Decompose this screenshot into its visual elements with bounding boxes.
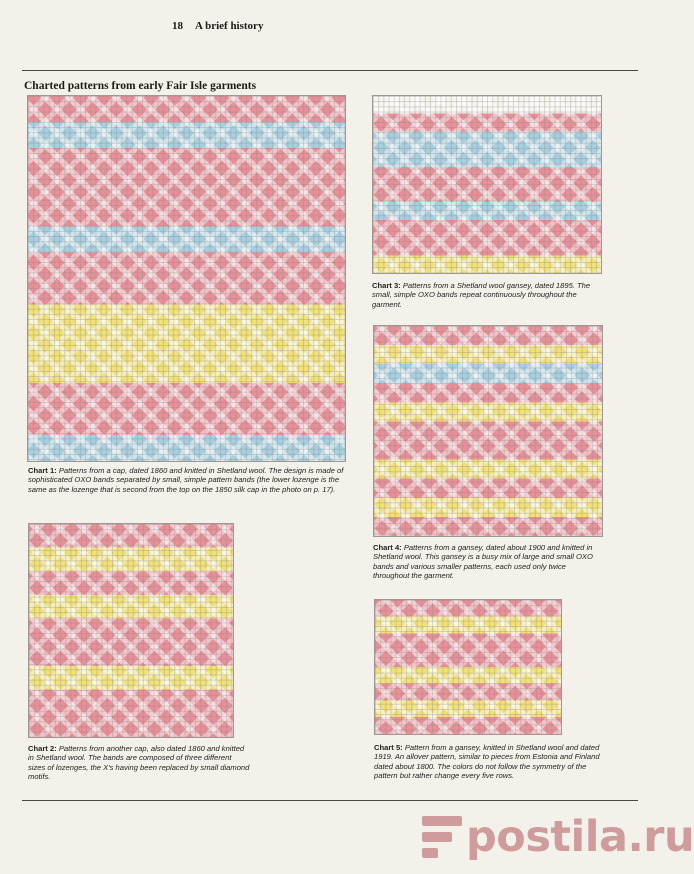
- chart-1-text: Patterns from a cap, dated 1860 and knitted in Shetland wool. The design is made of sophisticated OXO bands separated by small, simple pattern bands (the lower lozenge is the same as the lozenge that is second from the top on the 1850 silk cap in the photo on p. 17).: [28, 466, 344, 494]
- chart-4-text: Patterns from a gansey, dated about 1900 and knitted in Shetland wool. This gansey is a busy mix of large and small OXO bands and various smaller patterns, each used only twice throughout the garment.: [373, 543, 593, 581]
- chart-5-grid: [374, 599, 562, 735]
- chart-3-label: Chart 3:: [372, 281, 401, 290]
- chart-4-caption: [373, 543, 601, 581]
- chart-3-grid: [372, 95, 602, 274]
- chart-3-caption: [372, 281, 600, 309]
- page-header: [172, 20, 263, 32]
- chart-1-caption: [28, 466, 346, 494]
- chart-4-grid: [373, 325, 603, 537]
- running-title: A brief history: [195, 20, 264, 32]
- watermark-logo-icon: [420, 814, 464, 860]
- chart-4-label: Chart 4:: [373, 543, 402, 552]
- chart-5-text: Pattern from a gansey, knitted in Shetland wool and dated 1919. An allover pattern, similar to pieces from Estonia and Finland dated about 1800. The colors do not follow the symmetry of the pattern but rather change every five rows.: [374, 743, 600, 781]
- section-title: Charted patterns from early Fair Isle garments: [24, 80, 257, 92]
- chart-5-caption: [374, 743, 602, 781]
- chart-5-label: Chart 5:: [374, 743, 403, 752]
- chart-2-text: Patterns from another cap, also dated 1860 and knitted in Shetland wool. The bands are composed of three different sizes of lozenges, the X's having been replaced by small diamond motifs.: [28, 744, 250, 782]
- chart-2-grid: [28, 523, 234, 738]
- chart-2-caption: [28, 744, 250, 782]
- chart-1-grid: [27, 95, 346, 462]
- watermark-text: postila.ru: [466, 812, 694, 862]
- watermark: [420, 812, 694, 862]
- bottom-rule: [22, 800, 638, 801]
- page-number: 18: [172, 20, 183, 32]
- chart-1-label: Chart 1:: [28, 466, 57, 475]
- chart-2-label: Chart 2:: [28, 744, 57, 753]
- top-rule: [22, 70, 638, 71]
- chart-3-text: Patterns from a Shetland wool gansey, dated 1895. The small, simple OXO bands repeat continuously throughout the garment.: [372, 281, 591, 309]
